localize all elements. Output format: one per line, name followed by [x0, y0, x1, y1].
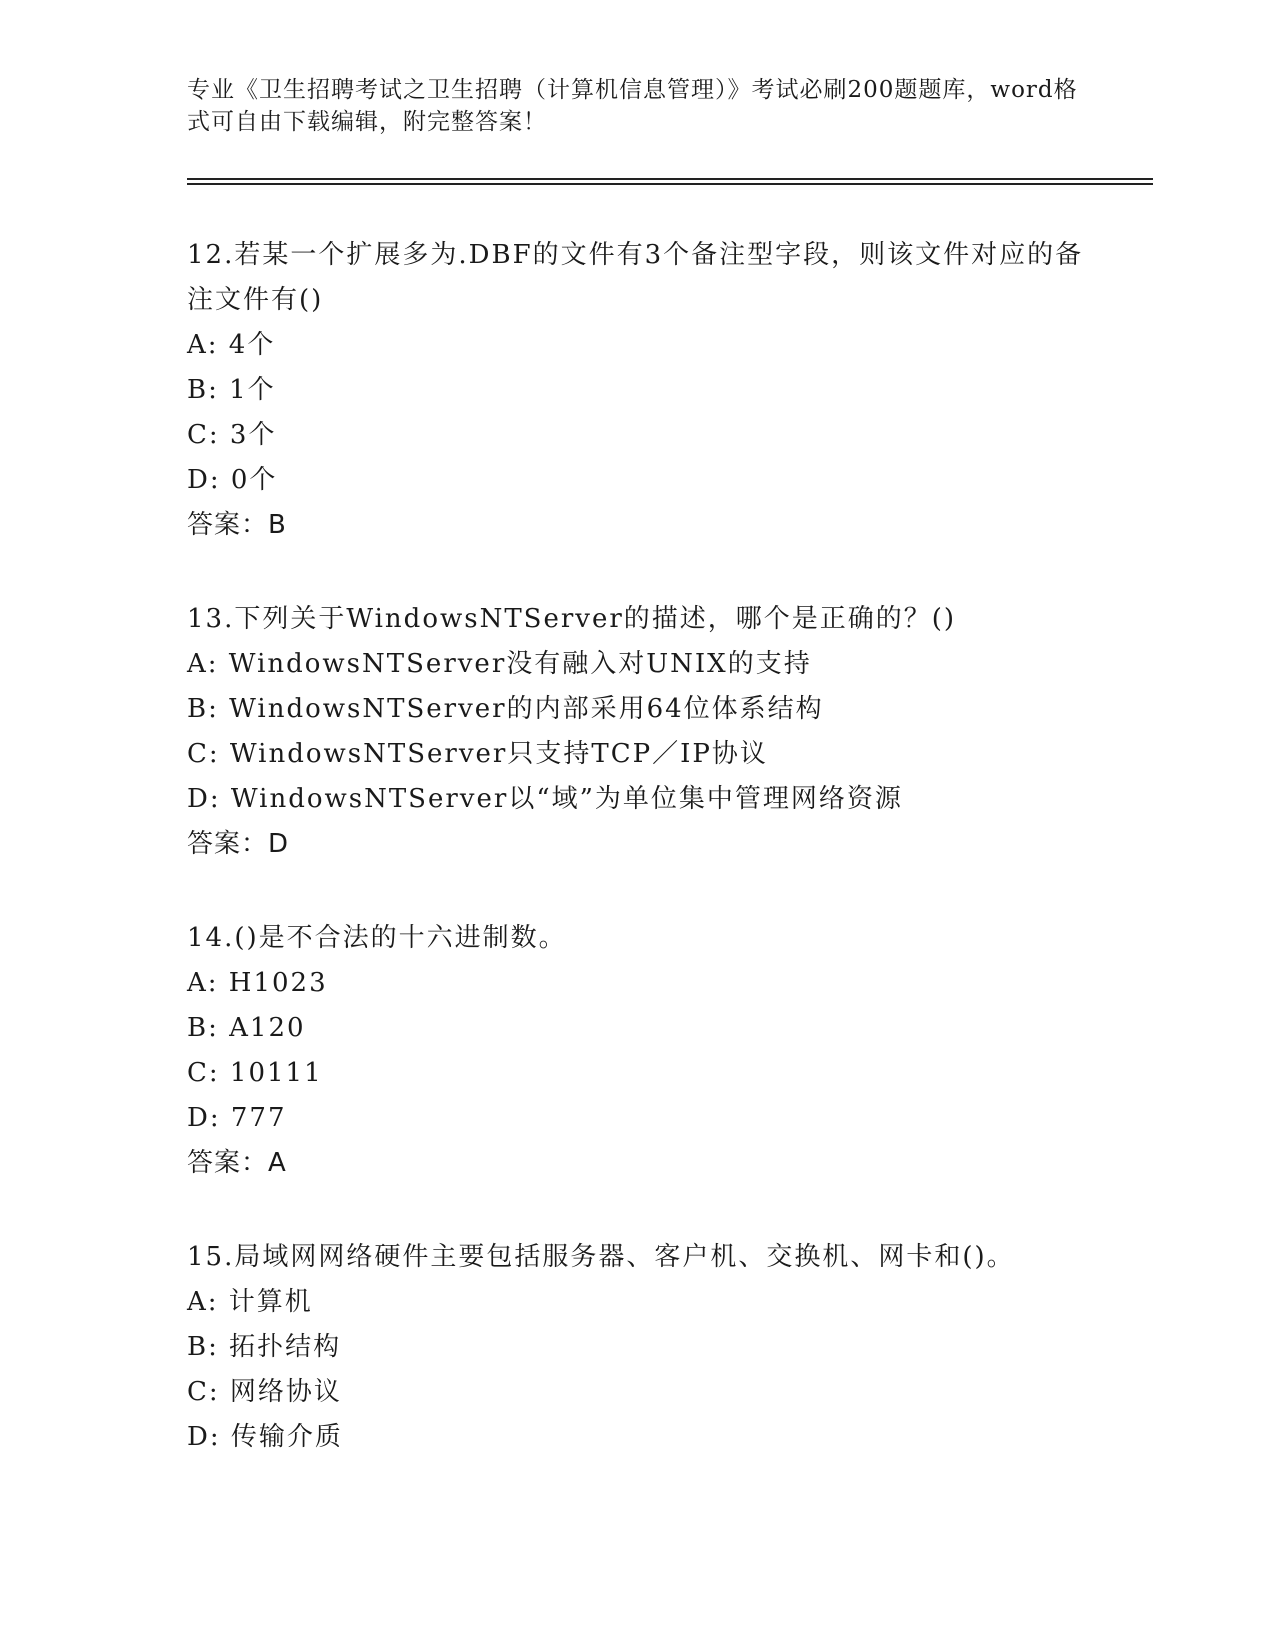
- header-divider-bottom: [187, 183, 1153, 185]
- question-14: [187, 916, 1087, 1186]
- question-stem: 13.下列关于WindowsNTServer的描述，哪个是正确的？(): [187, 604, 957, 634]
- option-b: B: A120: [187, 1013, 306, 1043]
- option-d: D: 0个: [187, 465, 278, 495]
- option-c: C: 3个: [187, 420, 277, 450]
- option-b: B: WindowsNTServer的内部采用64位体系结构: [187, 694, 824, 724]
- question-stem: 12.若某一个扩展多为.DBF的文件有3个备注型字段，则该文件对应的备注文件有(): [187, 240, 1084, 315]
- option-d: D: WindowsNTServer以“域”为单位集中管理网络资源: [187, 784, 903, 814]
- question-stem: 15.局域网网络硬件主要包括服务器、客户机、交换机、网卡和()。: [187, 1242, 1015, 1272]
- option-a: A: 计算机: [187, 1287, 313, 1317]
- option-c: C: 网络协议: [187, 1377, 342, 1407]
- option-d: D: 传输介质: [187, 1422, 343, 1452]
- question-15: [187, 1235, 1087, 1460]
- answer-text: 答案：D: [187, 829, 290, 859]
- question-12: [187, 233, 1087, 548]
- document-header: 专业《卫生招聘考试之卫生招聘（计算机信息管理）》考试必刷200题题库，word格式可自由下载编辑，附完整答案！: [187, 77, 1078, 135]
- option-d: D: 777: [187, 1103, 287, 1133]
- question-13: [187, 597, 1087, 867]
- option-a: A: WindowsNTServer没有融入对UNIX的支持: [187, 649, 812, 679]
- header-divider-top: [187, 178, 1153, 180]
- answer-text: 答案：A: [187, 1148, 287, 1178]
- answer-text: 答案：B: [187, 510, 287, 540]
- option-b: B: 1个: [187, 375, 276, 405]
- option-b: B: 拓扑结构: [187, 1332, 342, 1362]
- option-c: C: WindowsNTServer只支持TCP／IP协议: [187, 739, 768, 769]
- option-a: A: 4个: [187, 330, 276, 360]
- question-stem: 14.()是不合法的十六进制数。: [187, 923, 567, 953]
- option-a: A: H1023: [187, 968, 328, 998]
- option-c: C: 10111: [187, 1058, 323, 1088]
